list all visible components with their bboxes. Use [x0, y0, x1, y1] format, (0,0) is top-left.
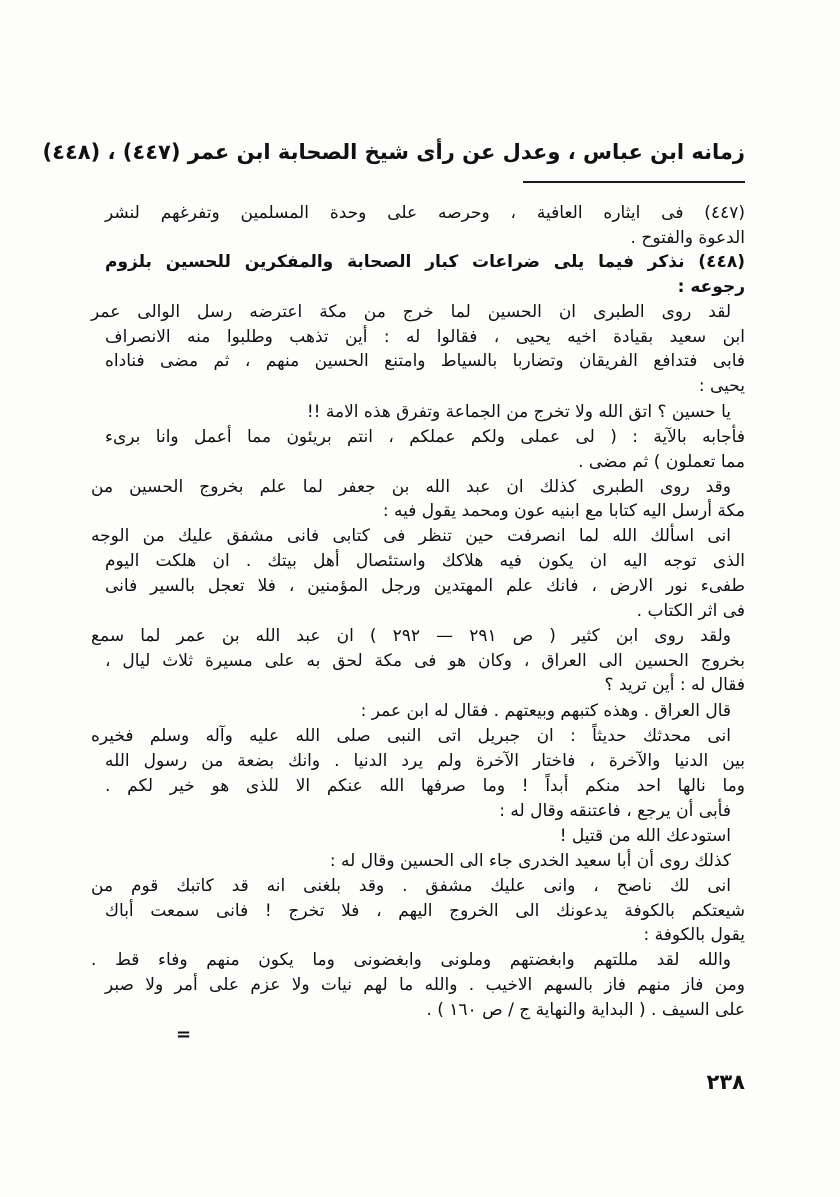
footnote-separator-rule — [523, 181, 745, 183]
body-line: والله لقد مللتهم وابغضتهم وملونى وابغضونى وما يكون منهم وفاء قط . — [91, 950, 731, 970]
body-line: بين الدنيا والآخرة ، فاختار الآخرة ولم يرد الدنيا . وانك بضعة من رسول الله — [105, 751, 745, 771]
footnote-448-heading-line-2: رجوعه : — [677, 277, 745, 297]
body-line: يحيى : — [698, 376, 745, 396]
body-line: وقد روى الطبرى كذلك ان عبد الله بن جعفر لما علم بخروج الحسين من — [91, 477, 731, 497]
body-line: فى اثر الكتاب . — [636, 601, 745, 621]
body-line: يقول بالكوفة : — [643, 925, 745, 945]
body-line: يا حسين ؟ اتق الله ولا تخرج من الجماعة وتفرق هذه الامة !! — [306, 402, 731, 422]
body-line: على السيف . ( البداية والنهاية ج / ص ١٦٠ ) . — [426, 1000, 745, 1020]
body-line: انى محدثك حديثاً : ان جبريل اتى النبى صلى الله عليه وآله وسلم فخيره — [91, 726, 731, 746]
footnote-448-heading-line-1: (٤٤٨) نذكر فيما يلى ضراعات كبار الصحابة والمفكرين للحسين بلزوم — [105, 252, 745, 272]
body-line: مما تعملون ) ثم مضى . — [578, 452, 745, 472]
body-line: ومن فاز منهم فاز بالسهم الاخيب . والله ما لهم نيات ولا عزم على أمر ولا صبر — [105, 975, 745, 995]
body-line: كذلك روى أن أبا سعيد الخدرى جاء الى الحسين وقال له : — [329, 851, 731, 871]
body-line: فأبى أن يرجع ، فاعتنقه وقال له : — [499, 801, 731, 821]
body-line: انى اسألك الله لما انصرفت حين تنظر فى كتابى فانى مشفق عليك من الوجه — [91, 526, 731, 546]
body-line: استودعك الله من قتيل ! — [559, 826, 731, 846]
body-line: شيعتكم بالكوفة يدعونك الى الخروج اليهم ، فلا تخرج ! فانى سمعت أباك — [105, 901, 745, 921]
body-line: قال العراق . وهذه كتبهم وبيعتهم . فقال له ابن عمر : — [360, 701, 731, 721]
body-line: طفىء نور الارض ، فانك علم المهتدين ورجل المؤمنين ، فلا تعجل بالسير فانى — [105, 576, 745, 596]
continuation-mark: = — [176, 1024, 192, 1045]
header-text-line: زمانه ابن عباس ، وعدل عن رأى شيخ الصحابة ابن عمر (٤٤٧) ، (٤٤٨) — [42, 140, 745, 164]
body-line: لقد روى الطبرى ان الحسين لما خرج من مكة اعترضه رسل الوالى عمر — [91, 302, 731, 322]
body-line: فابى فتدافع الفريقان وتضاربا بالسياط وامتنع الحسين منهم ، ثم مضى فناداه — [105, 351, 745, 371]
body-line: مكة أرسل اليه كتابا مع ابنيه عون ومحمد يقول فيه : — [382, 501, 745, 521]
body-line: ابن سعيد بقيادة اخيه يحيى ، فقالوا له : أين تذهب وطلبوا منه الانصراف — [105, 327, 745, 347]
body-line: فأجابه بالآية : ( لى عملى ولكم عملكم ، انتم بريئون مما أعمل وانا برىء — [105, 427, 745, 447]
footnote-447-line-1: (٤٤٧) فى ايثاره العافية ، وحرصه على وحدة المسلمين وتفرغهم لنشر — [105, 203, 745, 223]
body-line: وما نالها احد منكم أبداً ! وما صرفها الله عنكم الا للذى هو خير لكم . — [105, 776, 745, 796]
body-line: فقال له : أين تريد ؟ — [604, 675, 745, 695]
body-line: الذى توجه اليه ان يكون فيه هلاكك واستئصال أهل بيتك . ان هلكت اليوم — [105, 551, 745, 571]
page-number: ٢٣٨ — [706, 1070, 745, 1094]
body-line: بخروج الحسين الى العراق ، وكان هو فى مكة لحق به على مسيرة ثلاث ليال ، — [105, 651, 745, 671]
body-line: انى لك ناصح ، وانى عليك مشفق . وقد بلغنى انه قد كاتبك قوم من — [91, 876, 731, 896]
body-line: ولقد روى ابن كثير ( ص ٢٩١ — ٢٩٢ ) ان عبد الله بن عمر لما سمع — [91, 626, 731, 646]
footnote-447-line-2: الدعوة والفتوح . — [630, 228, 745, 248]
